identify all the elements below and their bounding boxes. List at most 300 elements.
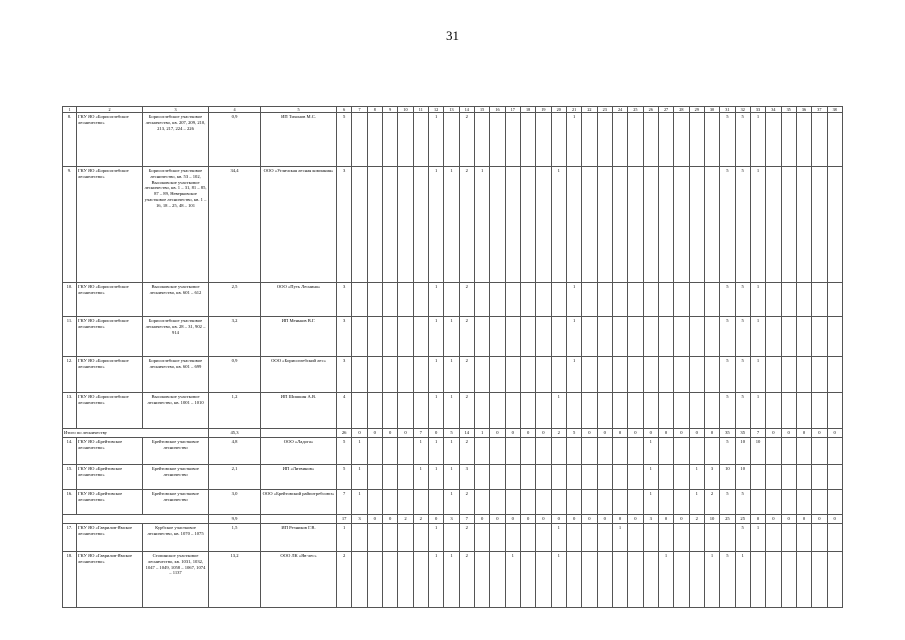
value-cell xyxy=(536,490,551,515)
value-cell: 2 xyxy=(459,438,474,465)
value-cell: 0 xyxy=(628,515,643,524)
value-cell: 0 xyxy=(505,515,520,524)
lessee-cell: ООО «Ладога» xyxy=(261,438,337,465)
value-cell: 7 xyxy=(459,515,474,524)
value-cell xyxy=(812,465,827,490)
row-number: 9. xyxy=(63,167,77,283)
value-cell: 5 xyxy=(720,357,735,393)
value-cell: 1 xyxy=(352,465,367,490)
value-cell xyxy=(612,490,627,515)
value-cell: 5 xyxy=(735,357,750,393)
value-cell: 5 xyxy=(720,552,735,608)
value-cell xyxy=(766,393,781,429)
value-cell xyxy=(612,552,627,608)
value-cell: 2 xyxy=(689,515,704,524)
value-cell xyxy=(352,552,367,608)
value-cell xyxy=(658,490,673,515)
row-number: 14. xyxy=(63,438,77,465)
value-cell xyxy=(566,552,581,608)
value-cell: 5 xyxy=(735,167,750,283)
value-cell xyxy=(474,552,489,608)
value-cell xyxy=(674,283,689,317)
value-cell xyxy=(413,167,428,283)
value-cell xyxy=(658,393,673,429)
value-cell: 5 xyxy=(720,167,735,283)
value-cell xyxy=(398,317,413,357)
column-number: 26 xyxy=(643,107,658,113)
value-cell: 2 xyxy=(459,167,474,283)
column-number: 36 xyxy=(796,107,811,113)
value-cell: 0 xyxy=(505,429,520,438)
value-cell xyxy=(520,283,535,317)
value-cell xyxy=(612,167,627,283)
value-cell: 7 xyxy=(337,490,352,515)
value-cell xyxy=(827,552,842,608)
value-cell: 3 xyxy=(337,317,352,357)
organization-cell: ГКУ ЯО «Борисоглебское лесничество» xyxy=(77,357,143,393)
value-cell xyxy=(536,524,551,552)
column-number: 31 xyxy=(720,107,735,113)
value-cell: 0 xyxy=(520,429,535,438)
value-cell xyxy=(367,552,382,608)
value-cell xyxy=(796,317,811,357)
value-cell xyxy=(781,167,796,283)
value-cell: 5 xyxy=(337,465,352,490)
value-cell xyxy=(766,465,781,490)
lessee-cell: ИП Меньков В.Г. xyxy=(261,317,337,357)
value-cell xyxy=(398,167,413,283)
value-cell xyxy=(628,490,643,515)
total-label xyxy=(63,515,209,524)
value-cell xyxy=(367,357,382,393)
value-cell xyxy=(367,167,382,283)
value-cell: 1 xyxy=(750,113,765,167)
value-cell xyxy=(766,524,781,552)
value-cell: 0 xyxy=(597,515,612,524)
value-cell xyxy=(582,317,597,357)
value-cell: 1 xyxy=(474,167,489,283)
value-cell xyxy=(643,552,658,608)
value-cell: 3 xyxy=(459,465,474,490)
value-cell: 2 xyxy=(704,490,719,515)
column-number: 37 xyxy=(812,107,827,113)
value-cell: 0 xyxy=(827,429,842,438)
value-cell xyxy=(674,524,689,552)
value-cell: 1 xyxy=(444,490,459,515)
value-cell: 1 xyxy=(444,393,459,429)
value-cell xyxy=(689,393,704,429)
value-cell: 25 xyxy=(735,515,750,524)
value-cell: 5 xyxy=(735,113,750,167)
value-cell: 0 xyxy=(474,515,489,524)
value-cell xyxy=(398,357,413,393)
value-cell: 10 xyxy=(750,438,765,465)
value-cell: 7 xyxy=(750,429,765,438)
value-cell xyxy=(597,113,612,167)
value-cell xyxy=(766,490,781,515)
value-cell: 5 xyxy=(720,438,735,465)
value-cell xyxy=(689,357,704,393)
value-cell: 1 xyxy=(551,167,566,283)
table-row xyxy=(63,113,843,167)
value-cell xyxy=(597,490,612,515)
area-cell: 0,9 xyxy=(209,357,261,393)
value-cell xyxy=(781,113,796,167)
value-cell xyxy=(551,490,566,515)
value-cell: 2 xyxy=(337,552,352,608)
value-cell: 0 xyxy=(766,515,781,524)
value-cell xyxy=(536,113,551,167)
value-cell: 0 xyxy=(566,515,581,524)
value-cell: 0 xyxy=(382,515,397,524)
value-cell xyxy=(827,357,842,393)
value-cell: 0 xyxy=(796,429,811,438)
value-cell xyxy=(766,552,781,608)
value-cell xyxy=(352,317,367,357)
value-cell xyxy=(796,393,811,429)
row-number: 10. xyxy=(63,283,77,317)
value-cell: 3 xyxy=(337,357,352,393)
inspection-table xyxy=(62,106,843,608)
value-cell xyxy=(827,490,842,515)
value-cell xyxy=(582,524,597,552)
value-cell xyxy=(766,283,781,317)
value-cell: 0 xyxy=(658,429,673,438)
value-cell xyxy=(689,552,704,608)
organization-cell: ГКУ ЯО «Борисоглебское лесничество» xyxy=(77,317,143,357)
column-number: 30 xyxy=(704,107,719,113)
value-cell xyxy=(382,524,397,552)
value-cell xyxy=(367,393,382,429)
site-cell: Борисоглебское участковое лесничество, кв. 601 – 699 xyxy=(143,357,209,393)
area-cell: 1,5 xyxy=(209,524,261,552)
value-cell xyxy=(628,465,643,490)
value-cell: 14 xyxy=(459,429,474,438)
value-cell xyxy=(766,167,781,283)
value-cell xyxy=(367,524,382,552)
column-number: 3 xyxy=(143,107,209,113)
lessee-cell: ООО «Брейтовский райпотребсоюз» xyxy=(261,490,337,515)
value-cell xyxy=(413,357,428,393)
value-cell: 1 xyxy=(643,438,658,465)
value-cell xyxy=(827,167,842,283)
value-cell xyxy=(490,524,505,552)
organization-cell: ГКУ ЯО «Борисоглебское лесничество» xyxy=(77,113,143,167)
organization-cell: ГКУ ЯО «Гаврилов-Ямское лесничество» xyxy=(77,552,143,608)
value-cell xyxy=(490,393,505,429)
column-number: 32 xyxy=(735,107,750,113)
value-cell: 0 xyxy=(367,429,382,438)
column-number: 11 xyxy=(413,107,428,113)
value-cell: 1 xyxy=(689,490,704,515)
value-cell xyxy=(505,490,520,515)
column-number: 21 xyxy=(566,107,581,113)
value-cell xyxy=(781,552,796,608)
value-cell: 1 xyxy=(444,465,459,490)
column-number: 10 xyxy=(398,107,413,113)
value-cell: 0 xyxy=(551,515,566,524)
value-cell: 0 xyxy=(812,515,827,524)
value-cell xyxy=(382,438,397,465)
value-cell: 0 xyxy=(658,515,673,524)
value-cell xyxy=(628,283,643,317)
value-cell xyxy=(367,113,382,167)
value-cell xyxy=(827,465,842,490)
value-cell xyxy=(582,113,597,167)
value-cell: 1 xyxy=(428,524,443,552)
value-cell xyxy=(398,113,413,167)
value-cell: 5 xyxy=(337,113,352,167)
value-cell: 1 xyxy=(428,283,443,317)
value-cell xyxy=(490,357,505,393)
value-cell xyxy=(643,113,658,167)
value-cell xyxy=(781,317,796,357)
value-cell xyxy=(490,465,505,490)
value-cell xyxy=(812,113,827,167)
value-cell xyxy=(352,357,367,393)
row-number: 17. xyxy=(63,524,77,552)
value-cell xyxy=(490,167,505,283)
value-cell xyxy=(674,317,689,357)
value-cell: 1 xyxy=(643,465,658,490)
value-cell: 0 xyxy=(689,429,704,438)
column-number: 38 xyxy=(827,107,842,113)
value-cell: 35 xyxy=(720,429,735,438)
value-cell: 0 xyxy=(398,429,413,438)
value-cell xyxy=(382,317,397,357)
value-cell xyxy=(352,393,367,429)
value-cell xyxy=(750,552,765,608)
area-cell: 13,2 xyxy=(209,552,261,608)
column-number: 22 xyxy=(582,107,597,113)
value-cell: 1 xyxy=(413,438,428,465)
value-cell: 2 xyxy=(398,515,413,524)
value-cell xyxy=(582,357,597,393)
value-cell xyxy=(582,283,597,317)
value-cell: 2 xyxy=(413,515,428,524)
value-cell: 25 xyxy=(720,515,735,524)
organization-cell: ГКУ ЯО «Борисоглебское лесничество» xyxy=(77,393,143,429)
value-cell: 1 xyxy=(612,524,627,552)
value-cell xyxy=(520,167,535,283)
value-cell xyxy=(674,438,689,465)
row-number: 11. xyxy=(63,317,77,357)
value-cell: 5 xyxy=(735,283,750,317)
value-cell xyxy=(536,167,551,283)
value-cell: 0 xyxy=(382,429,397,438)
value-cell xyxy=(536,465,551,490)
value-cell xyxy=(367,438,382,465)
value-cell xyxy=(796,490,811,515)
value-cell: 2 xyxy=(459,552,474,608)
value-cell xyxy=(766,317,781,357)
value-cell xyxy=(781,357,796,393)
table-row xyxy=(63,283,843,317)
value-cell xyxy=(643,524,658,552)
column-number: 24 xyxy=(612,107,627,113)
value-cell xyxy=(367,465,382,490)
lessee-cell: ООО «Борисоглебский лес» xyxy=(261,357,337,393)
value-cell xyxy=(628,167,643,283)
value-cell: 1 xyxy=(750,393,765,429)
value-cell: 0 xyxy=(750,515,765,524)
value-cell: 1 xyxy=(750,283,765,317)
value-cell: 0 xyxy=(520,515,535,524)
value-cell: 2 xyxy=(459,113,474,167)
value-cell xyxy=(812,167,827,283)
value-cell xyxy=(490,113,505,167)
value-cell: 5 xyxy=(735,524,750,552)
value-cell: 0 xyxy=(781,515,796,524)
value-cell xyxy=(444,283,459,317)
value-cell xyxy=(505,357,520,393)
value-cell: 2 xyxy=(459,524,474,552)
value-cell xyxy=(658,317,673,357)
value-cell xyxy=(750,465,765,490)
column-number: 5 xyxy=(261,107,337,113)
value-cell xyxy=(551,113,566,167)
site-cell: Высоковское участковое лесничество, кв. 1001 – 1010 xyxy=(143,393,209,429)
value-cell: 35 xyxy=(735,429,750,438)
value-cell xyxy=(520,438,535,465)
value-cell: 0 xyxy=(490,515,505,524)
value-cell xyxy=(566,524,581,552)
value-cell xyxy=(704,357,719,393)
site-cell: Брейтовское участковое лесничество xyxy=(143,465,209,490)
value-cell xyxy=(490,317,505,357)
value-cell xyxy=(674,490,689,515)
lessee-cell xyxy=(261,429,337,438)
column-number: 8 xyxy=(367,107,382,113)
value-cell xyxy=(520,552,535,608)
value-cell xyxy=(352,524,367,552)
value-cell xyxy=(827,113,842,167)
value-cell: 1 xyxy=(658,552,673,608)
value-cell xyxy=(812,552,827,608)
lessee-cell xyxy=(261,515,337,524)
value-cell xyxy=(474,524,489,552)
value-cell xyxy=(796,167,811,283)
value-cell: 0 xyxy=(766,429,781,438)
lessee-cell: ООО ЛК «Яв-лес» xyxy=(261,552,337,608)
value-cell xyxy=(536,438,551,465)
column-number: 13 xyxy=(444,107,459,113)
value-cell: 0 xyxy=(490,429,505,438)
organization-cell: ГКУ ЯО «Гаврилов-Ямское лесничество» xyxy=(77,524,143,552)
value-cell xyxy=(766,113,781,167)
value-cell xyxy=(827,393,842,429)
value-cell xyxy=(689,317,704,357)
site-cell: Высоковское участковое лесничество, кв. 601 – 612 xyxy=(143,283,209,317)
value-cell: 1 xyxy=(474,429,489,438)
organization-cell: ГКУ ЯО «Брейтовское лесничество» xyxy=(77,465,143,490)
value-cell: 0 xyxy=(536,429,551,438)
value-cell xyxy=(490,552,505,608)
value-cell: 1 xyxy=(428,438,443,465)
value-cell: 0 xyxy=(428,429,443,438)
value-cell xyxy=(704,393,719,429)
value-cell: 2 xyxy=(459,357,474,393)
value-cell xyxy=(597,524,612,552)
table-row xyxy=(63,357,843,393)
value-cell: 1 xyxy=(428,357,443,393)
value-cell: 1 xyxy=(551,393,566,429)
value-cell: 5 xyxy=(720,283,735,317)
value-cell xyxy=(612,283,627,317)
value-cell: 1 xyxy=(750,317,765,357)
value-cell xyxy=(812,393,827,429)
value-cell xyxy=(796,357,811,393)
value-cell xyxy=(444,524,459,552)
value-cell: 5 xyxy=(720,490,735,515)
value-cell xyxy=(704,113,719,167)
value-cell: 5 xyxy=(444,429,459,438)
value-cell: 0 xyxy=(812,429,827,438)
value-cell xyxy=(658,113,673,167)
area-cell: 3,0 xyxy=(209,490,261,515)
row-number: 18. xyxy=(63,552,77,608)
value-cell xyxy=(689,167,704,283)
value-cell: 3 xyxy=(444,515,459,524)
value-cell xyxy=(566,438,581,465)
site-cell: Борисоглебское участковое лесничество, кв. 28 – 31, 902 – 914 xyxy=(143,317,209,357)
value-cell: 1 xyxy=(643,490,658,515)
value-cell: 0 xyxy=(582,515,597,524)
column-number: 25 xyxy=(628,107,643,113)
value-cell: 1 xyxy=(352,490,367,515)
column-number: 33 xyxy=(750,107,765,113)
area-cell: 45,3 xyxy=(209,429,261,438)
area-cell: 34,4 xyxy=(209,167,261,283)
value-cell: 1 xyxy=(566,283,581,317)
value-cell: 0 xyxy=(628,429,643,438)
site-cell: Борисоглебское участковое лесничество, кв. 207, 209, 210, 213, 217, 224 – 226 xyxy=(143,113,209,167)
value-cell xyxy=(658,438,673,465)
column-number: 9 xyxy=(382,107,397,113)
value-cell xyxy=(597,465,612,490)
value-cell xyxy=(582,490,597,515)
value-cell xyxy=(490,283,505,317)
value-cell xyxy=(597,393,612,429)
value-cell: 0 xyxy=(674,429,689,438)
value-cell xyxy=(536,357,551,393)
value-cell: 0 xyxy=(428,515,443,524)
value-cell xyxy=(796,465,811,490)
value-cell xyxy=(674,552,689,608)
value-cell: 0 xyxy=(612,429,627,438)
value-cell xyxy=(382,552,397,608)
value-cell: 0 xyxy=(582,429,597,438)
value-cell xyxy=(474,490,489,515)
value-cell xyxy=(781,524,796,552)
column-number: 28 xyxy=(674,107,689,113)
value-cell xyxy=(612,438,627,465)
value-cell: 17 xyxy=(337,515,352,524)
value-cell: 5 xyxy=(735,490,750,515)
value-cell: 2 xyxy=(459,490,474,515)
column-number: 18 xyxy=(520,107,535,113)
value-cell xyxy=(612,393,627,429)
value-cell: 5 xyxy=(735,393,750,429)
area-cell: 1,2 xyxy=(209,393,261,429)
lessee-cell: ИП «Литвинов» xyxy=(261,465,337,490)
value-cell xyxy=(444,113,459,167)
value-cell xyxy=(520,490,535,515)
value-cell xyxy=(551,283,566,317)
value-cell: 5 xyxy=(337,438,352,465)
table-row xyxy=(63,438,843,465)
table-row xyxy=(63,317,843,357)
